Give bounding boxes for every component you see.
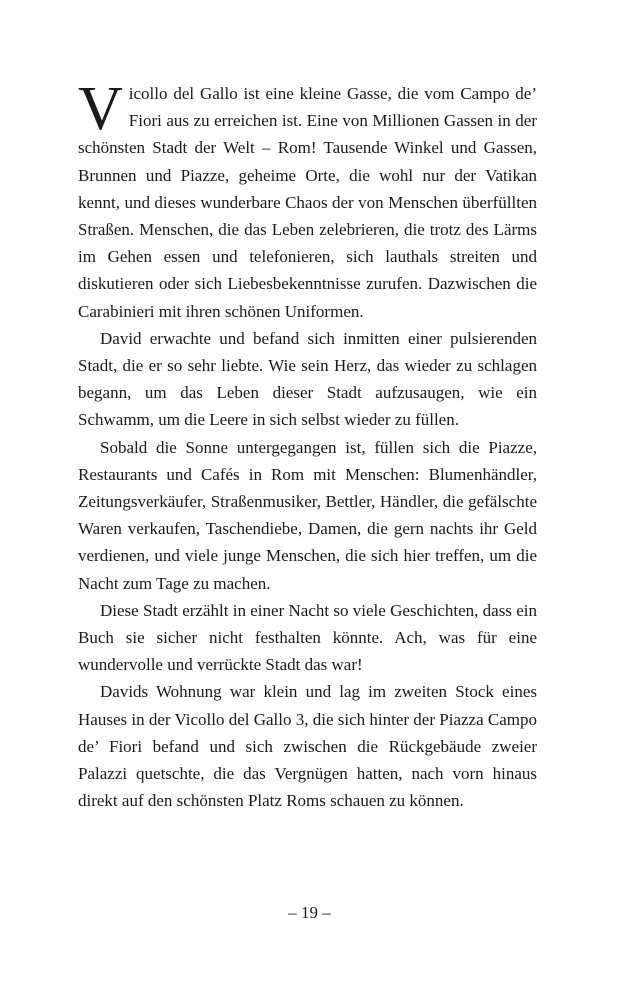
body-text	[78, 75, 537, 814]
paragraph-4: Diese Stadt erzählt in einer Nacht so viele Geschichten, dass ein Buch sie sicher nicht festhalten könnte. Ach, was für eine wundervolle und verrückte Stadt das war!	[78, 600, 537, 675]
paragraph-3: Sobald die Sonne untergegangen ist, füllen sich die Piazze, Restaurants und Cafés in Rom mit Menschen: Blumenhändler, Zeitungsverkäufer, Straßenmusiker, Bettler, Händler, die gefälschte Waren verkaufen, Taschendiebe, Damen, die gern nachts ihr Geld verdienen, und viele junge Menschen, die sich hier treffen, um die Nacht zum Tage zu machen.	[78, 437, 537, 593]
paragraph-2: David erwachte und befand sich inmitten einer pulsierenden Stadt, die er so sehr liebte. Wie sein Herz, das wieder zu schlagen begann, um das Leben dieser Stadt aufzusaugen, wie ein Schwamm, um die Leere in sich selbst wieder zu füllen.	[78, 328, 537, 430]
paragraph-1-text: icollo del Gallo ist eine kleine Gasse, die vom Campo de’ Fiori aus zu erreichen ist. Eine von Millionen Gassen in der schönsten Stadt der Welt – Rom! Tausende Winkel und Gassen, Brunnen und Piazze, geheime Orte, die wohl nur der Vatikan kennt, und dieses wunderbare Chaos der von Menschen überfüllten Straßen. Menschen, die das Leben zelebrieren, die trotz des Lärms im Gehen essen und telefonieren, sich lauthals streiten und diskutieren oder sich Liebesbekenntnisse zurufen. Dazwischen die Carabinieri mit ihren schönen Uniformen.	[78, 84, 537, 321]
page-number: – 19 –	[288, 903, 331, 922]
paragraph-1	[78, 75, 537, 325]
drop-cap: V	[78, 75, 123, 143]
paragraph-5: Davids Wohnung war klein und lag im zweiten Stock eines Hauses in der Vicollo del Gallo 3, die sich hinter der Piazza Campo de’ Fiori befand und sich zwischen die Rückgebäude zweier Palazzi quetschte, die das Vergnügen hatten, nach vorn hinaus direkt auf den schönsten Platz Roms schauen zu können.	[78, 682, 537, 811]
